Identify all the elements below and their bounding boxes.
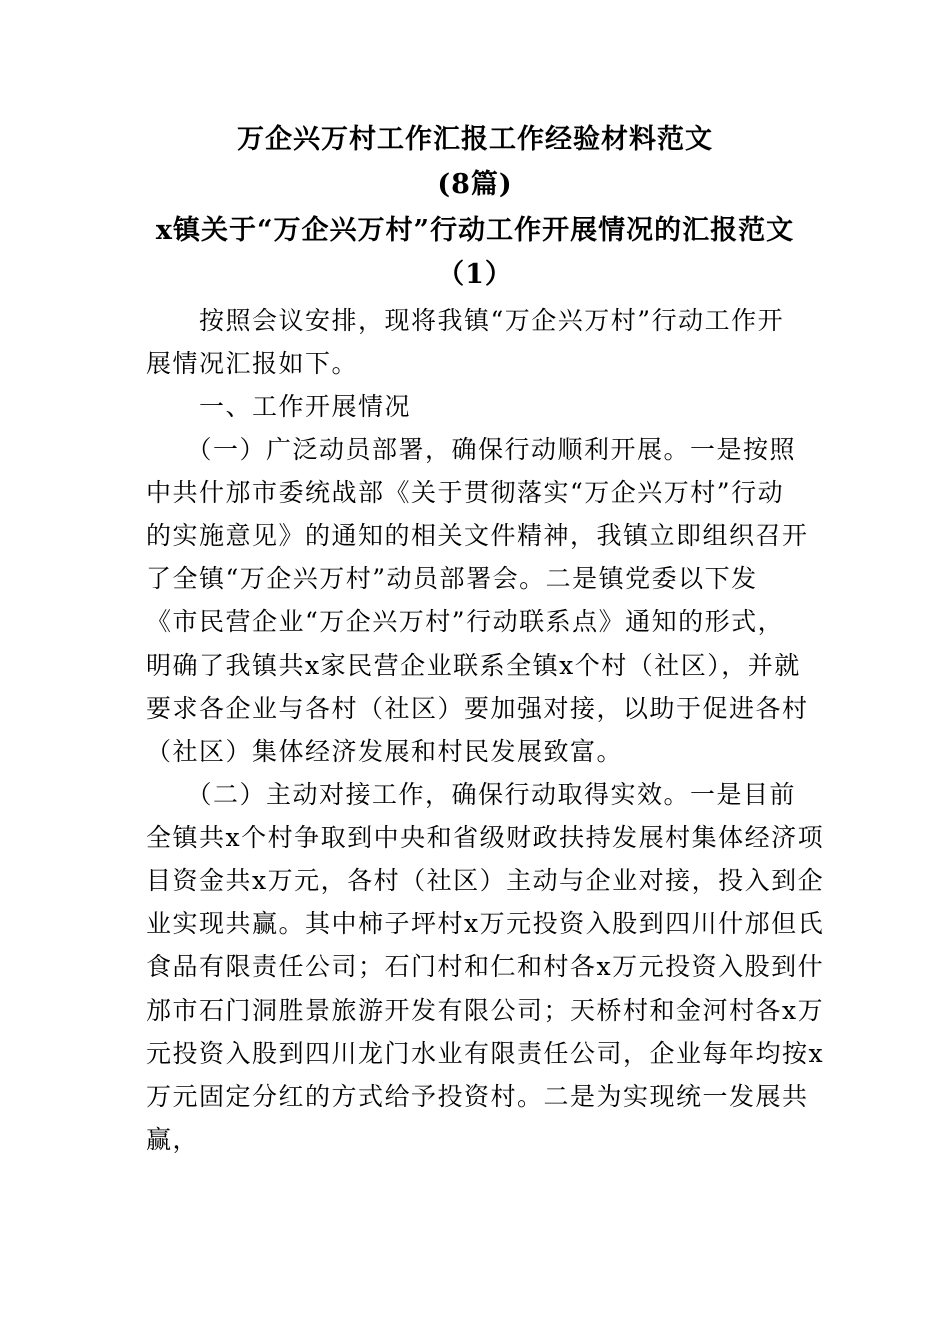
section-number: （1） [437, 259, 513, 290]
body-line: 的实施意见》的通知的相关文件精神，我镇立即组织召开 [146, 521, 809, 550]
body-line: 万元固定分红的方式给予投资村。二是为实现统一发展共 [146, 1082, 809, 1111]
body-line: 目资金共x万元，各村（社区）主动与企业对接，投入到企 [146, 866, 825, 895]
body-line: （社区）集体经济发展和村民发展致富。 [146, 737, 624, 766]
body-line: 业实现共赢。其中柿子坪村x万元投资入股到四川什邡但氏 [146, 909, 825, 938]
body-line: 要求各企业与各村（社区）要加强对接，以助于促进各村 [146, 694, 809, 723]
body-line: （一）广泛动员部署，确保行动顺利开展。一是按照 [146, 435, 797, 464]
body-line: 一、工作开展情况 [146, 392, 412, 421]
body-line: 按照会议安排，现将我镇“万企兴万村”行动工作开 [146, 306, 785, 335]
body-line: 明确了我镇共x家民营企业联系全镇x个村（社区），并就 [146, 651, 801, 680]
body-line: 邡市石门洞胜景旅游开发有限公司；天桥村和金河村各x万 [146, 996, 825, 1025]
document-title-count: (8篇) [437, 169, 513, 200]
body-line: 《市民营企业“万企兴万村”行动联系点》通知的形式， [146, 607, 785, 636]
body-line: 赢， [146, 1125, 200, 1154]
body-line: 全镇共x个村争取到中央和省级财政扶持发展村集体经济项 [146, 823, 825, 852]
document-title: 万企兴万村工作汇报工作经验材料范文 [237, 124, 713, 155]
body-line: 食品有限责任公司；石门村和仁和村各x万元投资入股到什 [146, 952, 825, 981]
body-line: （二）主动对接工作，确保行动取得实效。一是目前 [146, 780, 797, 809]
section-title: x镇关于“万企兴万村”行动工作开展情况的汇报范文 [155, 215, 795, 246]
body-line: 展情况汇报如下。 [146, 349, 359, 378]
body-line: 了全镇“万企兴万村”动员部署会。二是镇党委以下发 [146, 564, 758, 593]
body-line: 元投资入股到四川龙门水业有限责任公司，企业每年均按x [146, 1039, 825, 1068]
body-line: 中共什邡市委统战部《关于贯彻落实“万企兴万村”行动 [146, 478, 785, 507]
